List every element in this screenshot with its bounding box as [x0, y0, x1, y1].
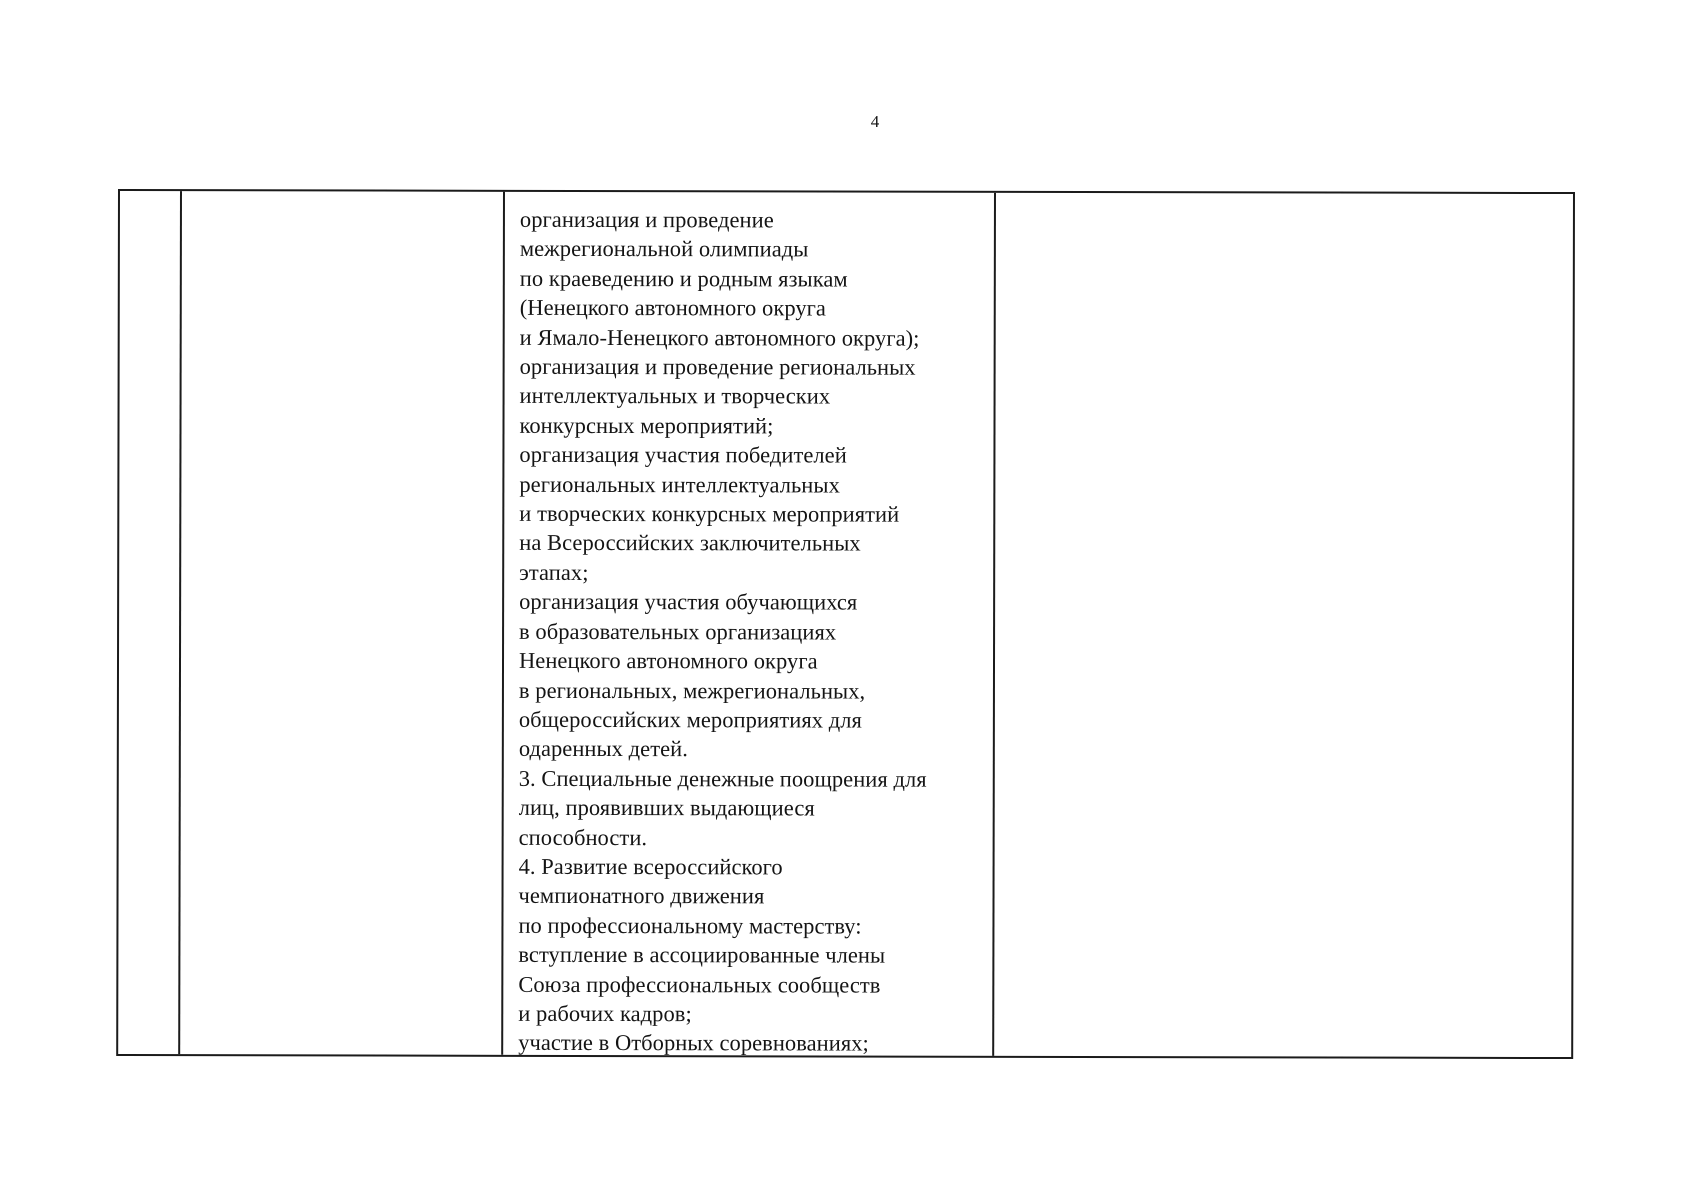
activity-line: организация и проведение региональных	[519, 353, 916, 380]
document-table	[116, 189, 1575, 1059]
activity-line: Ненецкого автономного округа	[518, 647, 818, 674]
table-cell-number	[118, 191, 182, 1054]
activity-line: региональных интеллектуальных	[519, 471, 840, 498]
activity-line: организация и проведение	[519, 206, 774, 233]
activity-line: чемпионатного движения	[518, 883, 765, 909]
activity-line: и Ямало-Ненецкого автономного округа);	[519, 324, 920, 351]
activity-line: в образовательных организациях	[519, 618, 837, 645]
activity-line: конкурсных мероприятий;	[519, 412, 774, 439]
table-cell-name	[180, 191, 505, 1055]
activity-line: (Ненецкого автономного округа	[519, 295, 826, 321]
activity-line: интеллектуальных и творческих	[519, 383, 831, 409]
activity-line: организация участия победителей	[519, 442, 847, 468]
activity-line: Союза профессиональных сообществ	[518, 971, 881, 998]
activity-line: по краеведению и родным языкам	[519, 265, 848, 292]
activity-line: участие в Отборных соревнованиях;	[518, 1030, 869, 1056]
activity-line: лиц, проявивших выдающиеся	[518, 794, 815, 821]
activity-line: общероссийских мероприятиях для	[518, 706, 862, 733]
activity-line: способности.	[518, 824, 648, 850]
activity-line: межрегиональной олимпиады	[519, 236, 809, 262]
activity-line: и рабочих кадров;	[518, 1000, 692, 1027]
table-cell-activities	[503, 192, 996, 1056]
page-number: 4	[870, 112, 880, 131]
activity-line: по профессиональному мастерству:	[518, 912, 862, 939]
activity-line: в региональных, межрегиональных,	[518, 677, 866, 704]
activity-line: 3. Специальные денежные поощрения для	[518, 765, 927, 792]
activity-line: на Всероссийских заключительных	[519, 530, 861, 557]
activity-line: организация участия обучающихся	[519, 589, 858, 615]
activity-line: вступление в ассоциированные члены	[518, 941, 886, 968]
activity-line: этапах;	[519, 559, 589, 585]
activity-line: и творческих конкурсных мероприятий	[519, 500, 900, 527]
activity-line: одаренных детей.	[518, 736, 688, 762]
activity-line: 4. Развитие всероссийского	[518, 853, 783, 880]
table-cell-notes	[994, 193, 1573, 1057]
